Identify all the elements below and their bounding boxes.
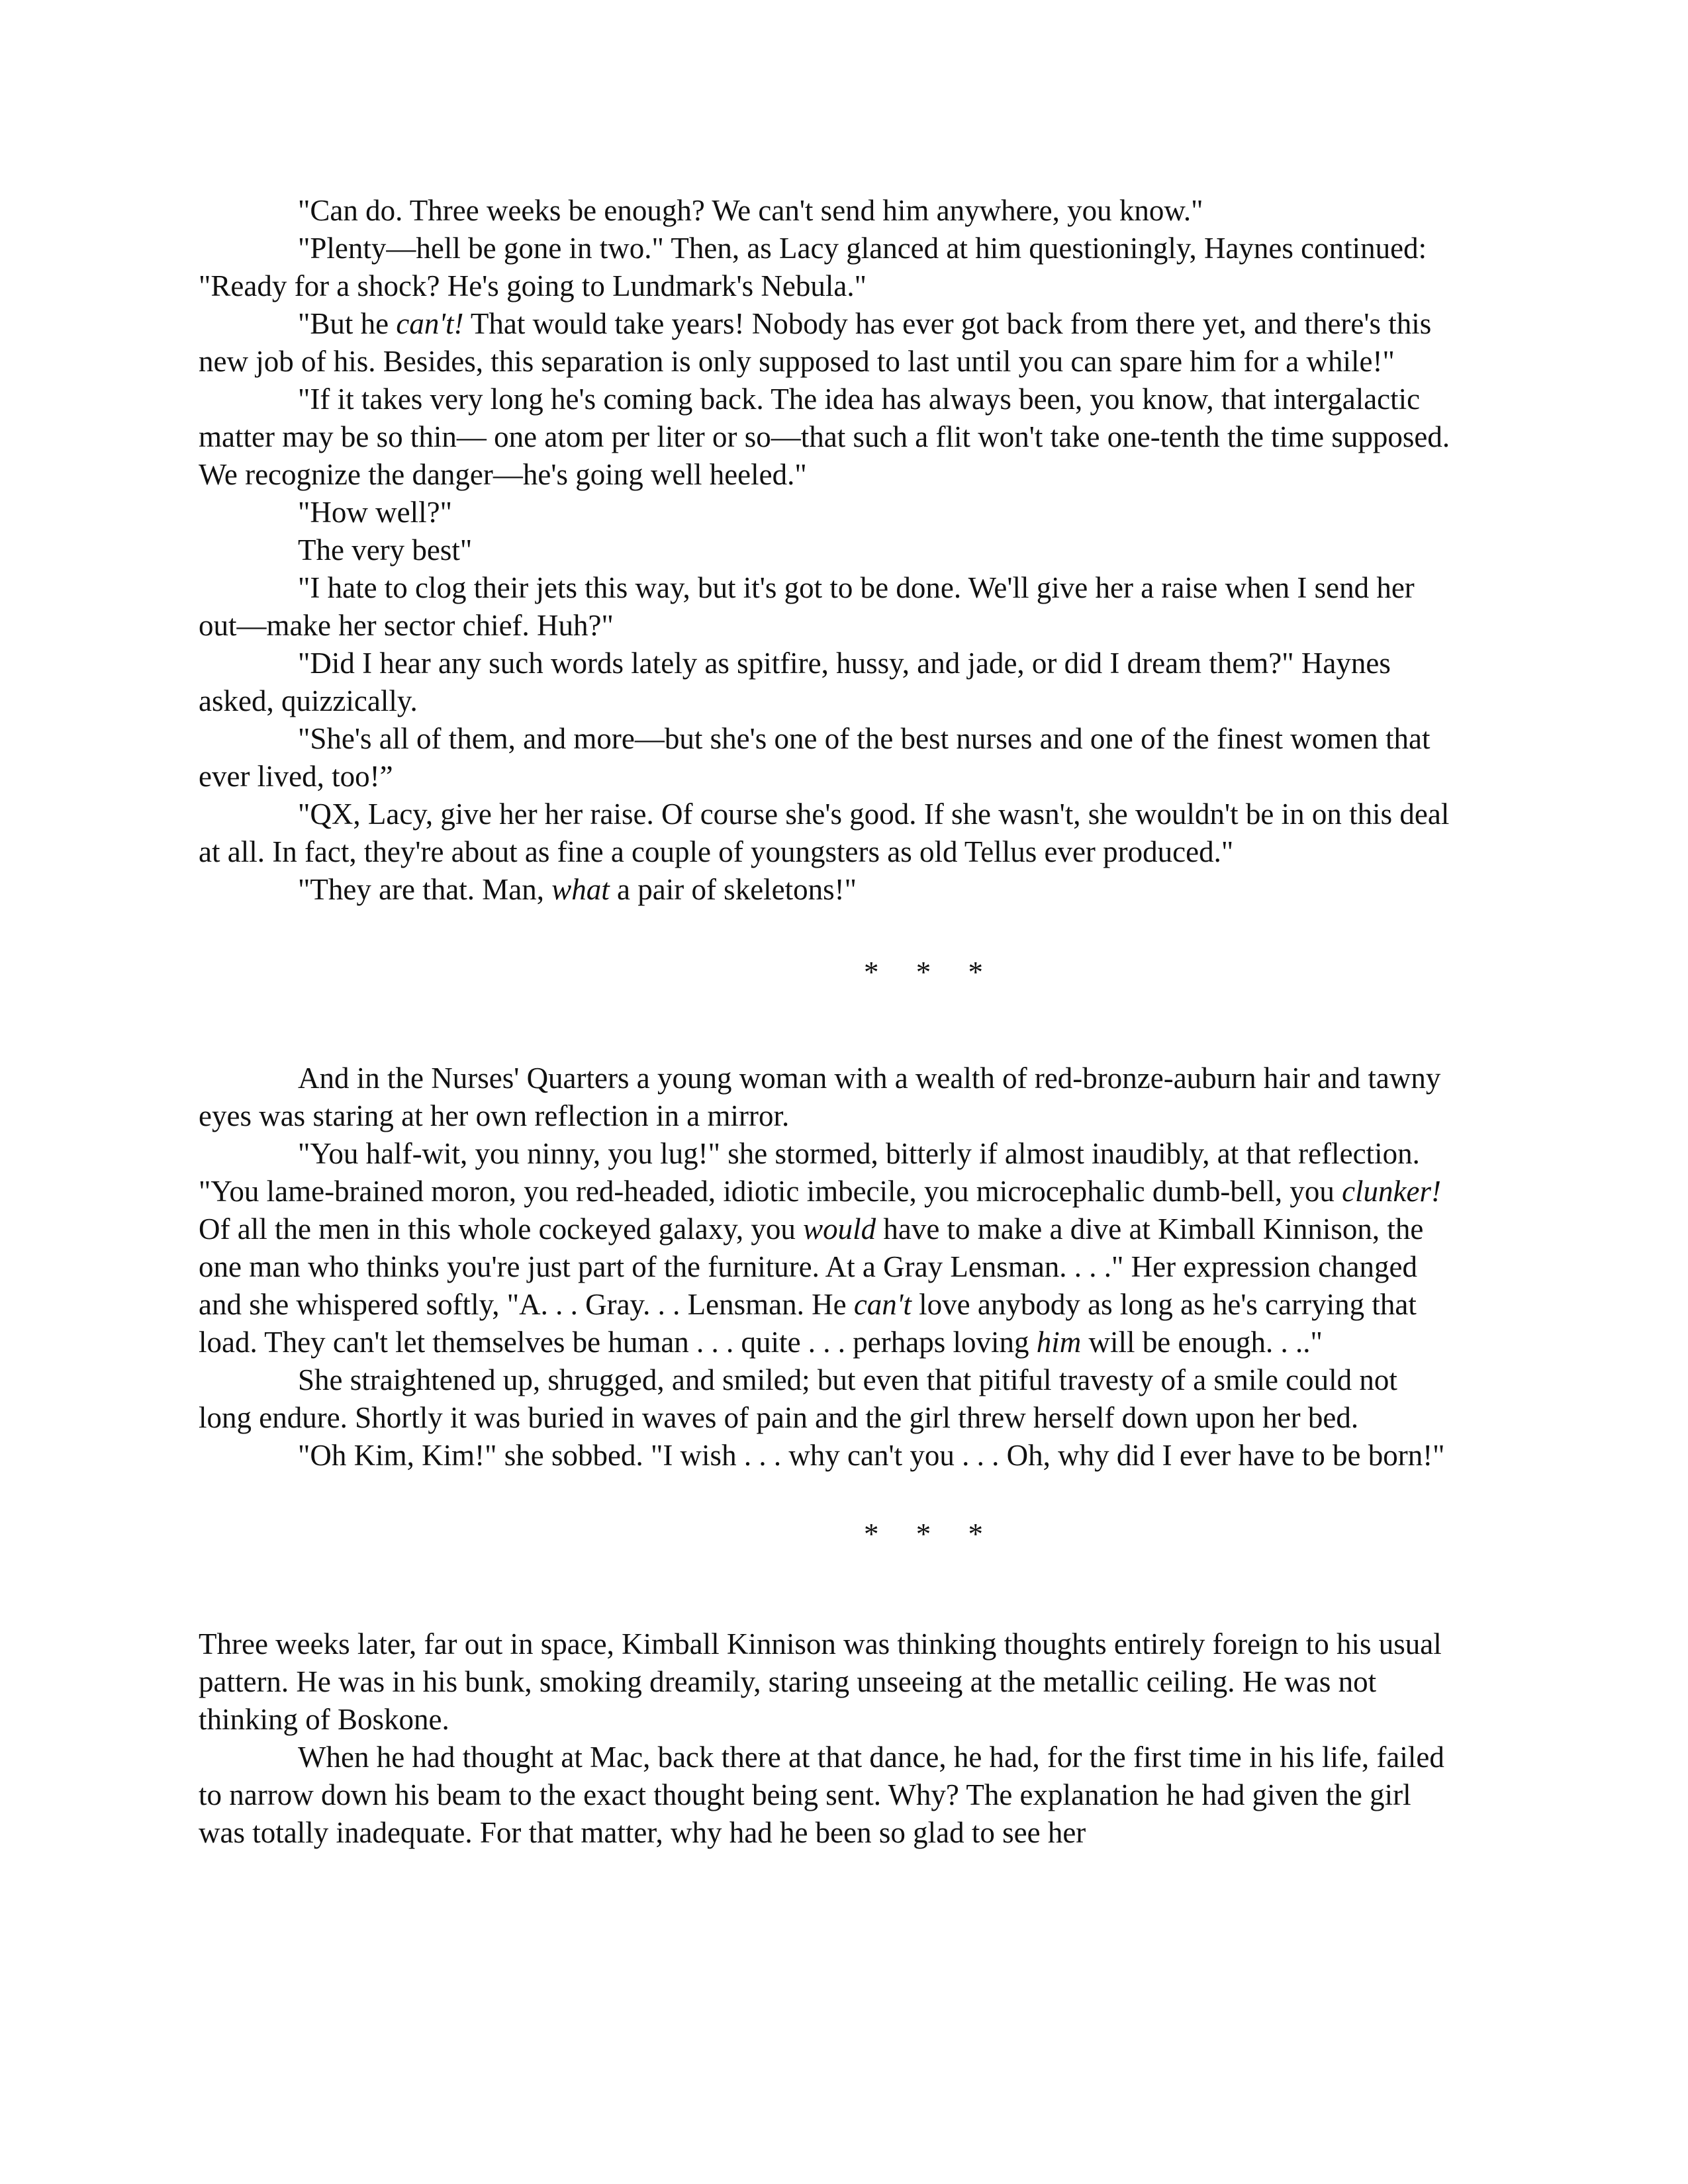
- paragraph: [199, 1625, 1456, 1739]
- text-run: "Plenty—hell be gone in two." Then, as Lacy glanced at him questioningly, Haynes continued: "Ready for a shock? He's going to Lundmark's Nebula.": [199, 232, 1427, 302]
- text-run: "But he: [298, 307, 397, 340]
- text-run: "If it takes very long he's coming back. The idea has always been, you know, that intergalactic matter may be so thin— one atom per liter or so—that such a flit won't take one-tenth the time supposed. We recognize the danger—he's going well heeled.": [199, 383, 1450, 491]
- text-run: a pair of skeletons!": [609, 873, 857, 906]
- separator-asterisks: * * *: [864, 956, 983, 989]
- text-run: Three weeks later, far out in space, Kimball Kinnison was thinking thoughts entirely foreign to his usual pattern. He was in his bunk, smoking dreamily, staring unseeing at the metallic ceiling. He was not thinking of Boskone.: [199, 1627, 1442, 1736]
- text-run: That would take years! Nobody has ever got back from there yet, and there's this new job of his. Besides, this separation is only supposed to last until you can spare him for a while!": [199, 307, 1432, 378]
- separator-asterisks: * * *: [864, 1518, 983, 1551]
- document-page: [199, 192, 1456, 1852]
- text-run: "QX, Lacy, give her her raise. Of course she's good. If she wasn't, she wouldn't be in on this deal at all. In fact, they're about as fine a couple of youngsters as old Tellus ever produced.": [199, 797, 1450, 868]
- text-run: "Can do. Three weeks be enough? We can't send him anywhere, you know.": [298, 194, 1203, 227]
- text-run: have to make a dive at Kimball Kinnison, the one man who thinks you're just part of the furniture. At a Gray Lensman. . . ." Her expression changed and she whispered softly, "A. . . Gray. . . Lensman. He: [199, 1212, 1424, 1321]
- text-run: "Oh Kim, Kim!" she sobbed. "I wish . . . why can't you . . . Oh, why did I ever have to be born!": [298, 1439, 1445, 1472]
- paragraph: [199, 1361, 1456, 1437]
- paragraph: [199, 796, 1456, 871]
- paragraph: [199, 192, 1456, 230]
- text-run: will be enough. . ..": [1081, 1326, 1323, 1359]
- text-run: The very best": [298, 533, 473, 567]
- text-run: "How well?": [298, 496, 452, 529]
- paragraph: [199, 1739, 1456, 1852]
- section-separator: [199, 1475, 1456, 1625]
- paragraph: [199, 645, 1456, 720]
- italic-text: would: [803, 1212, 876, 1246]
- paragraph: [199, 569, 1456, 645]
- paragraph: [199, 230, 1456, 305]
- paragraph: [199, 1060, 1456, 1135]
- paragraph: [199, 381, 1456, 494]
- paragraph: [199, 871, 1456, 909]
- text-run: "I hate to clog their jets this way, but it's got to be done. We'll give her a raise when I send her out—make her sector chief. Huh?": [199, 571, 1415, 642]
- section-three-weeks-later: [199, 1625, 1456, 1852]
- italic-text: clunker!: [1342, 1175, 1441, 1208]
- paragraph: [199, 1135, 1456, 1361]
- paragraph: [199, 305, 1456, 381]
- text-run: "You half-wit, you ninny, you lug!" she stormed, bitterly if almost inaudibly, at that reflection. "You lame-brained moron, you red-headed, idiotic imbecile, you microcephalic dumb-bell, you: [199, 1137, 1420, 1208]
- text-run: And in the Nurses' Quarters a young woman with a wealth of red-bronze-auburn hair and tawny eyes was staring at her own reflection in a mirror.: [199, 1062, 1441, 1132]
- text-run: "She's all of them, and more—but she's one of the best nurses and one of the finest women that ever lived, too!”: [199, 722, 1430, 793]
- text-run: When he had thought at Mac, back there at that dance, he had, for the first time in his life, failed to narrow down his beam to the exact thought being sent. Why? The explanation he had given the girl was totally inadequate. For that matter, why had he been so glad to see her: [199, 1741, 1444, 1849]
- text-run: "They are that. Man,: [298, 873, 552, 906]
- italic-text: can't: [853, 1288, 912, 1321]
- section-nurses-quarters: [199, 1060, 1456, 1475]
- section-dialogue: [199, 192, 1456, 909]
- text-run: She straightened up, shrugged, and smiled; but even that pitiful travesty of a smile could not long endure. Shortly it was buried in waves of pain and the girl threw herself down upon her bed.: [199, 1363, 1397, 1434]
- text-run: love anybody as long as he's carrying that load. They can't let themselves be human . . . quite . . . perhaps loving: [199, 1288, 1417, 1359]
- section-separator: [199, 909, 1456, 1060]
- italic-text: him: [1036, 1326, 1082, 1359]
- paragraph: [199, 720, 1456, 796]
- text-run: Of all the men in this whole cockeyed galaxy, you: [199, 1212, 804, 1246]
- paragraph: [199, 494, 1456, 531]
- text-run: "Did I hear any such words lately as spitfire, hussy, and jade, or did I dream them?" Haynes asked, quizzically.: [199, 647, 1391, 717]
- italic-text: can't!: [396, 307, 464, 340]
- italic-text: what: [551, 873, 610, 906]
- paragraph: [199, 1437, 1456, 1475]
- paragraph: [199, 531, 1456, 569]
